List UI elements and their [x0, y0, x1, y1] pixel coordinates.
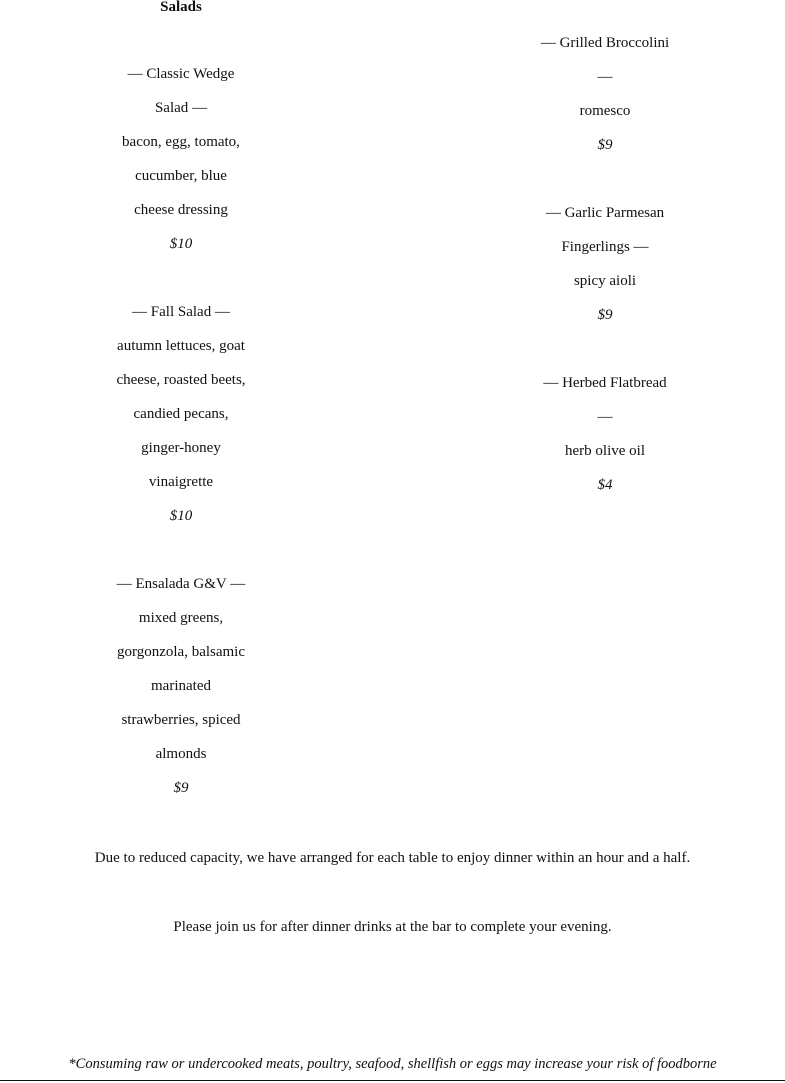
sides-column: [505, 26, 705, 502]
item-description: vinaigrette: [148, 474, 214, 490]
item-name: Salad —: [154, 100, 208, 116]
item-name: —: [597, 69, 613, 85]
item-name: — Fall Salad —: [132, 304, 230, 320]
item-description: strawberries, spiced: [121, 712, 241, 728]
item-description: candied pecans,: [133, 406, 229, 422]
spacer: [80, 261, 282, 295]
item-price: $9: [597, 137, 613, 153]
menu-item-classic-wedge: [80, 57, 282, 261]
item-description: cheese dressing: [134, 202, 228, 218]
item-description: herb olive oil: [565, 443, 645, 459]
bottom-divider: [0, 1080, 785, 1081]
item-description: cucumber, blue: [135, 168, 227, 184]
item-description: spicy aioli: [573, 273, 637, 289]
section-title-salads: Salads: [160, 0, 202, 15]
menu-item-garlic-parmesan-fingerlings: [505, 196, 705, 332]
salads-column: [80, 0, 282, 805]
item-name: Fingerlings —: [561, 239, 649, 255]
spacer: [80, 533, 282, 567]
drinks-notice: Please join us for after dinner drinks at the bar to complete your evening.: [173, 919, 612, 935]
item-description: gorgonzola, balsamic: [116, 644, 246, 660]
item-name: — Garlic Parmesan: [545, 205, 665, 221]
item-name: — Grilled Broccolini: [540, 35, 670, 51]
menu-item-grilled-broccolini: [505, 26, 705, 162]
item-price: $9: [597, 307, 613, 323]
item-price: $10: [169, 508, 193, 524]
menu-item-fall-salad: [80, 295, 282, 533]
spacer: [80, 15, 282, 57]
item-name: — Herbed Flatbread: [543, 375, 667, 391]
item-description: cheese, roasted beets,: [116, 372, 246, 388]
item-price: $9: [173, 780, 189, 796]
menu-item-ensalada: [80, 567, 282, 805]
item-description: ginger-honey: [141, 440, 221, 456]
item-price: $4: [597, 477, 613, 493]
item-description: autumn lettuces, goat: [117, 338, 245, 354]
item-description: almonds: [155, 746, 207, 762]
item-description: marinated: [151, 678, 211, 694]
item-description: mixed greens,: [138, 610, 224, 626]
capacity-notice: Due to reduced capacity, we have arranged for each table to enjoy dinner within an hour and a half.: [94, 850, 691, 866]
item-description: romesco: [579, 103, 631, 119]
item-price: $10: [169, 236, 193, 252]
spacer: [505, 332, 705, 366]
item-name: — Classic Wedge: [127, 66, 235, 82]
item-name: —: [597, 409, 613, 425]
item-description: bacon, egg, tomato,: [122, 134, 240, 150]
menu-item-herbed-flatbread: [505, 366, 705, 502]
item-name: — Ensalada G&V —: [116, 576, 246, 592]
spacer: [505, 162, 705, 196]
food-safety-disclaimer: *Consuming raw or undercooked meats, poultry, seafood, shellfish or eggs may increase your risk of foodborne: [68, 1056, 717, 1072]
